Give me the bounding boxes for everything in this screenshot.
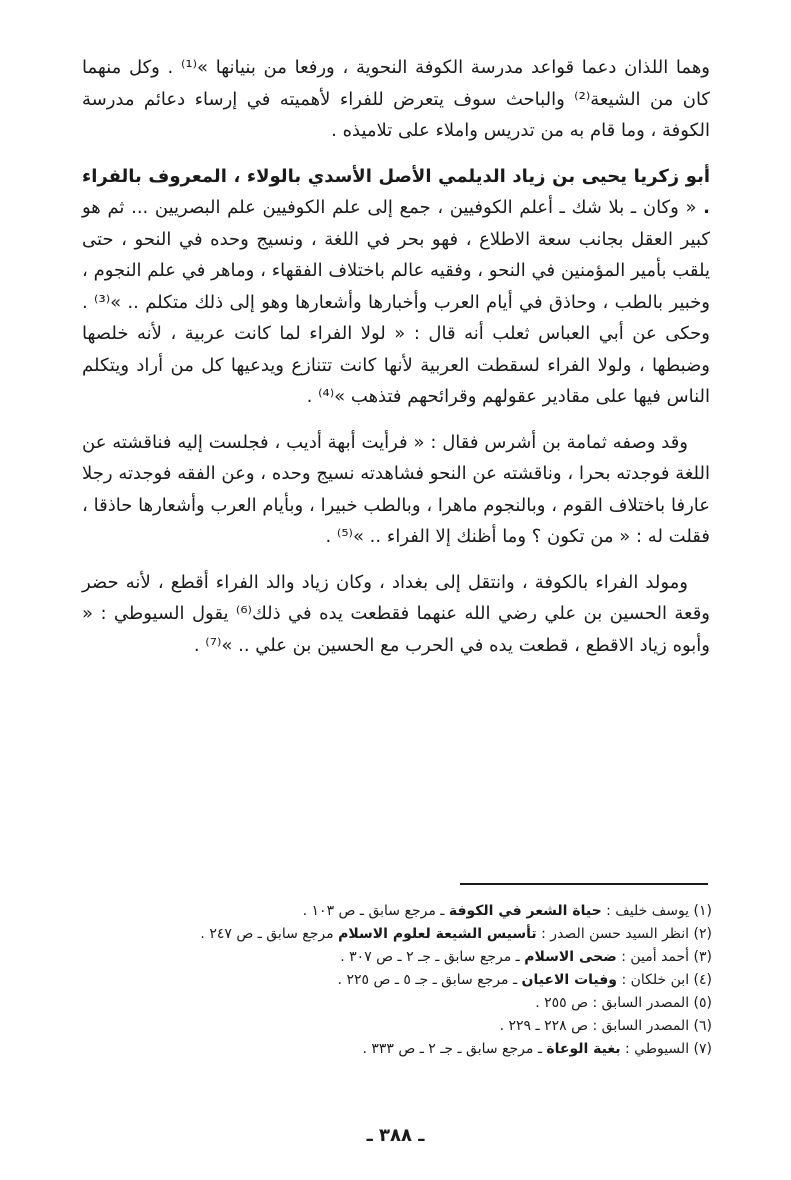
paragraph-2 (82, 161, 710, 413)
paragraph-2-text: « وكان ـ بلا شك ـ أعلم الكوفيين ، جمع إلى علم الكوفيين علم البصريين ... ثم هو كبير العقل بجانب سعة الاطلاع ، فهو بحر في اللغة ، ونسيج وحده في النحو ، حتى يلقب بأمير المؤمنين في النحو ، وفقيه عالم باختلاف الفقهاء ، وماهر في علم النجوم ، وخبير بالطب ، وحاذق في أيام العرب وأخبارها وأشعارها وهو إلى ذلك متكلم .. »⁽³⁾ . وحكى عن أبي العباس ثعلب أنه قال : « لولا الفراء لما كانت عربية ، لأنه خلصها وضبطها ، ولولا الفراء لسقطت العربية لأنها كانت تتنازع ويدعيها كل من أراد ويتكلم الناس فيها على مقادير عقولهم وقرائحهم فتذهب »⁽⁴⁾ . (82, 197, 710, 407)
footnote-4-pre: (٤) ابن خلكان : (617, 972, 712, 988)
footnote-5-pre: (٥) المصدر السابق : ص ٢٥٥ . (535, 995, 712, 1011)
footnote-3 (82, 946, 712, 969)
footnote-1-title: حياة الشعر في الكوفة (448, 903, 602, 919)
footnote-7-title: بغية الوعاة (546, 1041, 621, 1057)
paragraph-3-text: وقد وصفه ثمامة بن أشرس فقال : « فرأيت أبهة أديب ، فجلست إليه فناقشته عن اللغة فوجدته بحرا ، وناقشته عن النحو فشاهدته نسيج وحده ، وعن الفقه فوجدته رجلا عارفا باختلاف القوم ، وبالنجوم ماهرا ، وبالطب خبيرا ، وبأيام العرب وأشعارها حاذقا ، فقلت له : « من تكون ؟ وما أظنك إلا الفراء .. »⁽⁵⁾ . (82, 431, 710, 547)
footnote-3-post: ـ مرجع سابق ـ جـ ٢ ـ ص ٣٠٧ . (340, 949, 525, 965)
paragraph-4 (82, 567, 710, 662)
paragraph-3 (82, 427, 710, 553)
footnote-6 (82, 1015, 712, 1038)
footnote-5 (82, 992, 712, 1015)
footnote-3-pre: (٣) أحمد أمين : (616, 949, 712, 965)
footnote-4-post: ـ مرجع سابق ـ جـ ٥ ـ ص ٢٢٥ . (337, 972, 522, 988)
footnote-1-pre: (١) يوسف خليف : (601, 903, 712, 919)
footnote-7 (82, 1038, 712, 1061)
footnote-7-pre: (٧) السيوطي : (620, 1041, 712, 1057)
footnote-1-post: ـ مرجع سابق ـ ص ١٠٣ . (302, 903, 449, 919)
footnote-2-pre: (٢) انظر السيد حسن الصدر : (536, 926, 712, 942)
footnotes-list (82, 900, 712, 1061)
footnote-4 (82, 969, 712, 992)
footnote-2 (82, 923, 712, 946)
footnote-separator (460, 883, 708, 885)
main-text (82, 52, 710, 661)
footnote-4-title: وفيات الاعيان (521, 972, 617, 988)
footnote-7-post: ـ مرجع سابق ـ جـ ٢ ـ ص ٣٣٣ . (362, 1041, 547, 1057)
footnote-2-title: تأسيس الشيعة لعلوم الاسلام (338, 926, 537, 942)
al-farra-heading: أبو زكريا يحيى بن زياد الديلمي الأصل الأسدي بالولاء ، المعروف بالفراء . (82, 165, 710, 218)
paragraph-1 (82, 52, 710, 147)
footnote-6-pre: (٦) المصدر السابق : ص ٢٢٨ ـ ٢٢٩ . (499, 1018, 712, 1034)
footnote-1 (82, 900, 712, 923)
page-number: ـ ٣٨٨ ـ (366, 1125, 425, 1146)
paragraph-1-text: وهما اللذان دعما قواعد مدرسة الكوفة النحوية ، ورفعا من بنيانها »⁽¹⁾ . وكل منهما كان من الشيعة⁽²⁾ والباحث سوف يتعرض للفراء لأهميته في إرساء دعائم مدرسة الكوفة ، وما قام به من تدريس واملاء على تلاميذه . (82, 57, 711, 141)
paragraph-4-text: ومولد الفراء بالكوفة ، وانتقل إلى بغداد ، وكان زياد والد الفراء أقطع ، لأنه حضر وقعة الحسين بن علي رضي الله عنهما فقطعت يده في ذلك⁽⁶⁾ يقول السيوطي : « وأبوه زياد الاقطع ، قطعت يده في الحرب مع الحسين بن علي .. »⁽⁷⁾ . (82, 571, 710, 656)
footnote-3-title: ضحى الاسلام (524, 949, 617, 965)
footnote-2-post: مرجع سابق ـ ص ٢٤٧ . (200, 926, 339, 942)
